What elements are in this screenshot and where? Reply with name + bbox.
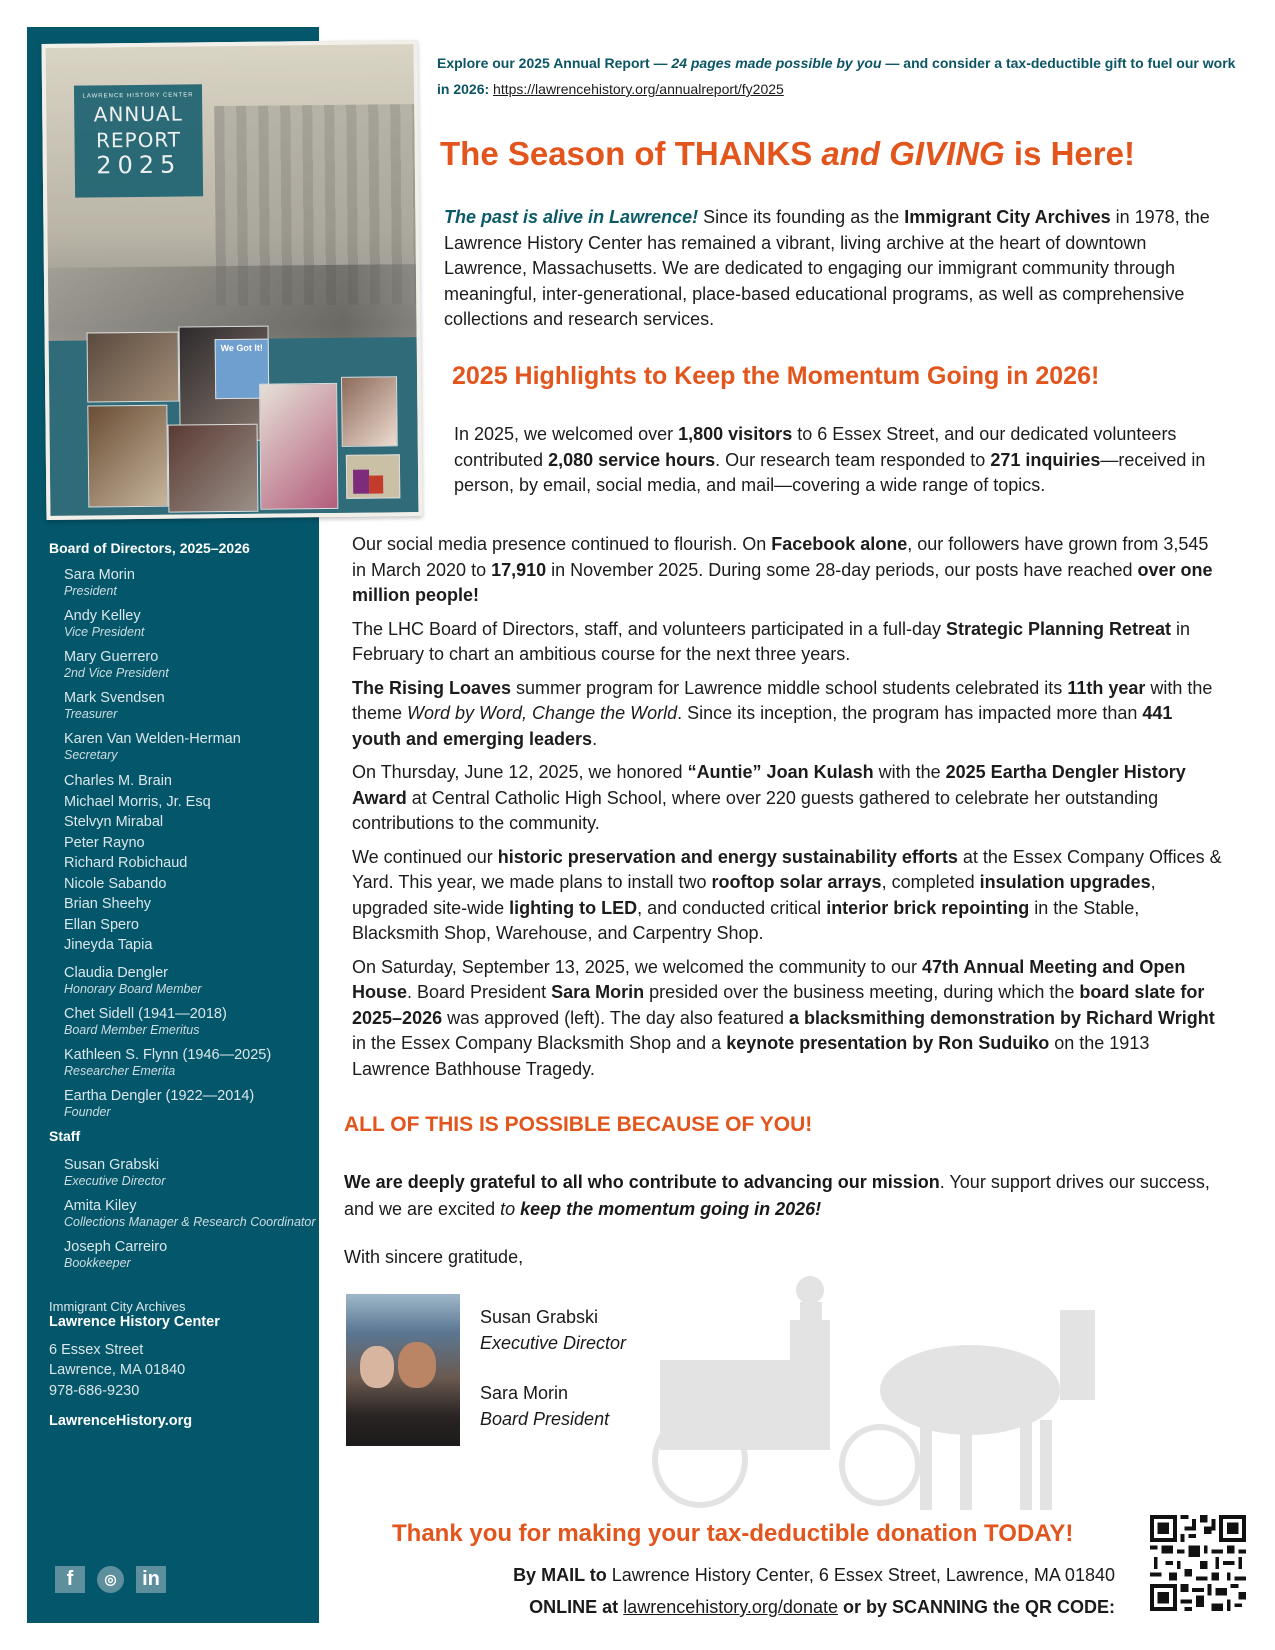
text: On Saturday, September 13, 2025, we welcomed the community to our [352, 956, 922, 977]
bold-italic-text: keep the momentum going in 2026! [520, 1199, 822, 1219]
bold-text: Sara Morin [551, 982, 645, 1002]
bold-text: Facebook alone [771, 534, 908, 554]
cover-org: LAWRENCE HISTORY CENTER [82, 92, 194, 100]
honorary-member [64, 1046, 319, 1079]
highlights-body [352, 532, 1222, 1090]
donate-link[interactable]: lawrencehistory.org/donate [623, 1597, 838, 1617]
person-face [398, 1342, 436, 1388]
collage-photo [341, 376, 398, 447]
board-member [64, 566, 319, 599]
member-role: President [64, 584, 117, 598]
collage-photo [168, 424, 259, 513]
signatory-name: Sara Morin [480, 1383, 569, 1403]
cover-title-line1: ANNUAL [93, 101, 183, 127]
honorary-member [64, 1005, 319, 1038]
title-text: is Here! [1004, 135, 1135, 172]
bold-text: 441 youth and emerging leaders [352, 703, 1173, 749]
bold-text: 47th Annual Meeting and Open House [352, 956, 1186, 1002]
signatory-role: Executive Director [480, 1332, 627, 1353]
thanks-paragraph [344, 1169, 1224, 1223]
bold-text: insulation upgrades [979, 872, 1151, 892]
bold-text: board slate for 2025–2026 [352, 982, 1205, 1028]
carriage-body [660, 1360, 830, 1450]
member-name: Andy Kelley [64, 608, 141, 624]
donate-by-mail [513, 1565, 1115, 1586]
text: summer program for Lawrence middle school students celebrated its [511, 677, 1068, 698]
text: , upgraded site-wide [352, 872, 1156, 918]
online-label: ONLINE at [529, 1597, 624, 1617]
social-links [55, 1566, 166, 1593]
facebook-icon[interactable]: f [55, 1566, 85, 1593]
collage-photo [87, 332, 180, 403]
member-role: Secretary [64, 748, 118, 762]
member-role: Treasurer [64, 707, 118, 721]
text: In 2025, we welcomed over [454, 424, 679, 444]
horse-carriage-watermark [640, 1250, 1140, 1510]
title-text: The Season of THANKS [440, 135, 822, 172]
social-paragraph [352, 532, 1222, 609]
bold-text: We are deeply grateful to all who contribute to advancing our mission [344, 1172, 940, 1192]
member-name: Stelvyn Mirabal [64, 814, 164, 830]
intro-paragraph [444, 205, 1224, 333]
text: Our social media presence continued to flourish. On [352, 534, 772, 554]
member-role: 2nd Vice President [64, 666, 169, 680]
carriage-wheel [842, 1427, 918, 1503]
bold-text: 271 inquiries [990, 449, 1101, 470]
text: . Board President [407, 982, 552, 1002]
text: , and conducted critical [637, 897, 827, 918]
bold-text: 17,910 [491, 559, 547, 580]
member-name: Richard Robichaud [64, 855, 188, 871]
horse-leg [1040, 1420, 1052, 1510]
highlights-heading: 2025 Highlights to Keep the Momentum Going in 2026! [452, 362, 1100, 390]
donate-heading: Thank you for making your tax-deductible donation TODAY! [392, 1520, 1074, 1547]
member-name: Karen Van Welden-Herman [64, 731, 241, 747]
board-officers [49, 566, 319, 1120]
horse-leg [960, 1420, 972, 1510]
horse-neck [1060, 1310, 1095, 1400]
bold-text: keynote presentation by Ron Suduiko [726, 1033, 1050, 1053]
staff-role: Collections Manager & Research Coordinator [64, 1214, 316, 1229]
collage-photo [259, 383, 338, 510]
member-name: Claudia Dengler [64, 964, 168, 981]
org-name: Lawrence History Center [49, 1313, 220, 1330]
bold-text: 2,080 service hours [548, 449, 716, 470]
text: at Central Catholic High School, where over 220 guests gathered to celebrate her outstanding contributions to the community. [352, 787, 1159, 833]
text: on the 1913 Lawrence Bathhouse Tragedy. [352, 1033, 1150, 1079]
horse-leg [920, 1420, 932, 1510]
staff-name: Amita Kiley [64, 1197, 137, 1214]
text: in February to chart an ambitious course for the next three years. [352, 618, 1191, 664]
online-suffix: or by SCANNING the QR CODE: [837, 1597, 1115, 1617]
cover-year: 2025 [96, 150, 182, 180]
board-member [64, 607, 319, 640]
italic-text: to [500, 1199, 521, 1219]
bold-text: over one million people! [352, 559, 1213, 605]
signatory-role: Board President [480, 1408, 610, 1429]
staff-name: Joseph Carreiro [64, 1238, 168, 1255]
text: was approved (left). The day also featured [442, 1007, 789, 1028]
staff-member [64, 1197, 319, 1230]
signatory-name: Susan Grabski [480, 1307, 599, 1327]
person-face [360, 1346, 394, 1388]
title-italic: and GIVING [821, 135, 1005, 172]
annual-report-cover[interactable] [42, 40, 423, 520]
callout-heading: ALL OF THIS IS POSSIBLE BECAUSE OF YOU! [344, 1113, 813, 1136]
member-name: Ellan Spero [64, 916, 139, 933]
signatories-photo [346, 1294, 460, 1446]
member-name: Peter Rayno [64, 834, 145, 851]
bold-text: 1,800 visitors [678, 424, 793, 444]
award-paragraph [352, 760, 1222, 837]
spacer [480, 1356, 626, 1381]
staff-name: Susan Grabski [64, 1156, 160, 1173]
member-name: Mary Guerrero [64, 649, 159, 665]
board-member [64, 689, 319, 722]
board-heading: Board of Directors, 2025–2026 [49, 540, 250, 556]
bold-text: Immigrant City Archives [904, 207, 1111, 227]
annual-report-intro [437, 50, 1237, 102]
page-title [440, 135, 1135, 173]
honorary-member [64, 1087, 319, 1120]
staff-role: Bookkeeper [64, 1255, 131, 1270]
collage-photo [87, 405, 168, 508]
signatures [480, 1305, 626, 1432]
member-role: Vice President [64, 625, 145, 639]
text: in the Essex Company Blacksmith Shop and a [352, 1033, 727, 1053]
member-role: Researcher Emerita [64, 1063, 176, 1078]
intro-text: — and consider a tax-deductible gift to fuel our work in 2026: [437, 55, 1236, 97]
member-name: Sara Morin [64, 567, 135, 583]
member-name: Charles M. Brain [64, 773, 172, 789]
org-subtitle: Immigrant City Archives [49, 1298, 186, 1314]
text: presided over the business meeting, during which the [644, 982, 1080, 1002]
member-name: Jineyda Tapia [64, 937, 153, 953]
honorary-member [64, 964, 319, 997]
member-name: Chet Sidell (1941—2018) [64, 1005, 227, 1022]
staff-list [49, 1156, 319, 1271]
staff-role: Executive Director [64, 1173, 166, 1188]
member-name: Michael Morris, Jr. Esq [64, 793, 211, 810]
text: with the theme [352, 677, 1213, 723]
bold-text: Strategic Planning Retreat [945, 618, 1172, 639]
text: . Your support drives our success, and we are excited [344, 1172, 1210, 1219]
board-member [64, 730, 319, 763]
mail-address: Lawrence History Center, 6 Essex Street, Lawrence, MA 01840 [606, 1565, 1115, 1585]
horse-leg [1020, 1420, 1032, 1510]
intro-text: Explore our 2025 Annual Report — [437, 55, 672, 71]
member-name: Kathleen S. Flynn (1946—2025) [64, 1046, 272, 1063]
text: in November 2025. During some 28-day periods, our posts have reached [546, 559, 1138, 580]
text: with the [873, 762, 946, 782]
donate-online [529, 1597, 1115, 1618]
member-role: Founder [64, 1104, 111, 1119]
text: , our followers have grown from 3,545 in March 2020 to [352, 534, 1209, 580]
sidebar-content [49, 540, 319, 1429]
text: in 1978, the Lawrence History Center has remained a vibrant, living archive at the heart of downtown Lawrence, Massachusetts. We are dedicated to engaging our immigrant community through meaningful, inter-generational, place-based educational programs, as well as comprehensive collections and research services. [444, 207, 1210, 329]
text: . [592, 728, 598, 749]
cover-title-box [74, 84, 203, 197]
text: We continued our [352, 846, 498, 867]
loaves-paragraph [352, 676, 1222, 753]
driver-head [796, 1276, 824, 1304]
closing-line: With sincere gratitude, [344, 1247, 524, 1267]
qr-code-icon[interactable] [1150, 1515, 1246, 1611]
member-name: Mark Svendsen [64, 690, 165, 706]
italic-text: Word by Word, Change the World [407, 703, 678, 723]
address-street: 6 Essex Street [49, 1341, 144, 1358]
lhc-logo [346, 454, 400, 499]
intro-italic: 24 pages made possible by you [671, 55, 882, 71]
text: Since its founding as the [698, 207, 905, 227]
visitors-paragraph [454, 422, 1224, 499]
address-city: Lawrence, MA 01840 [49, 1362, 186, 1378]
annual-report-link[interactable]: https://lawrencehistory.org/annualreport/fy2025 [493, 81, 784, 97]
bold-text: lighting to LED [509, 897, 638, 918]
text: . Our research team responded to [715, 449, 991, 470]
member-name: Brian Sheehy [64, 896, 152, 912]
staff-member [64, 1156, 319, 1189]
preservation-paragraph [352, 845, 1222, 947]
driver-body [800, 1302, 822, 1342]
bold-text: 11th year [1067, 677, 1146, 698]
website-link[interactable]: LawrenceHistory.org [49, 1413, 193, 1429]
mail-label: By MAIL to [513, 1565, 607, 1585]
text: —received in person, by email, social media, and mail—covering a wide range of topics. [454, 449, 1206, 495]
staff-heading: Staff [49, 1127, 81, 1144]
member-role: Honorary Board Member [64, 981, 202, 996]
instagram-icon[interactable]: ◎ [97, 1566, 124, 1593]
text: On Thursday, June 12, 2025, we honored [352, 762, 688, 782]
text: at the Essex Company Offices & Yard. This year, we made plans to install two [352, 846, 1222, 892]
collage-sign: We Got It! [215, 339, 270, 400]
text: to 6 Essex Street, and our dedicated volunteers contributed [454, 424, 1177, 470]
text: in the Stable, Blacksmith Shop, Warehouse, and Carpentry Shop. [352, 897, 1140, 943]
board-members-list [64, 771, 319, 956]
meeting-paragraph [352, 955, 1222, 1083]
org-block [49, 1299, 319, 1330]
text: . Since its inception, the program has impacted more than [677, 703, 1143, 723]
linkedin-icon[interactable]: in [136, 1566, 166, 1593]
bold-text: interior brick repointing [826, 897, 1030, 918]
bold-text: historic preservation and energy sustainability efforts [497, 846, 958, 867]
bold-text: a blacksmithing demonstration by Richard Wright [788, 1007, 1215, 1028]
member-name: Nicole Sabando [64, 875, 167, 892]
member-name: Eartha Dengler (1922—2014) [64, 1087, 255, 1104]
bold-text: 2025 Eartha Dengler History Award [352, 762, 1186, 808]
retreat-paragraph [352, 617, 1222, 668]
text: , completed [881, 872, 980, 892]
bold-text: The Rising Loaves [352, 677, 512, 698]
staff-member [64, 1238, 319, 1271]
phone-number[interactable]: 978-686-9230 [49, 1382, 140, 1399]
org-address [49, 1340, 319, 1402]
bold-text: rooftop solar arrays [711, 872, 882, 892]
lead-text: The past is alive in Lawrence! [444, 207, 699, 227]
text: The LHC Board of Directors, staff, and volunteers participated in a full-day [352, 618, 946, 639]
board-member [64, 648, 319, 681]
cover-title-line2: REPORT [95, 127, 182, 153]
member-role: Board Member Emeritus [64, 1022, 200, 1037]
bold-text: “Auntie” Joan Kulash [687, 762, 874, 782]
